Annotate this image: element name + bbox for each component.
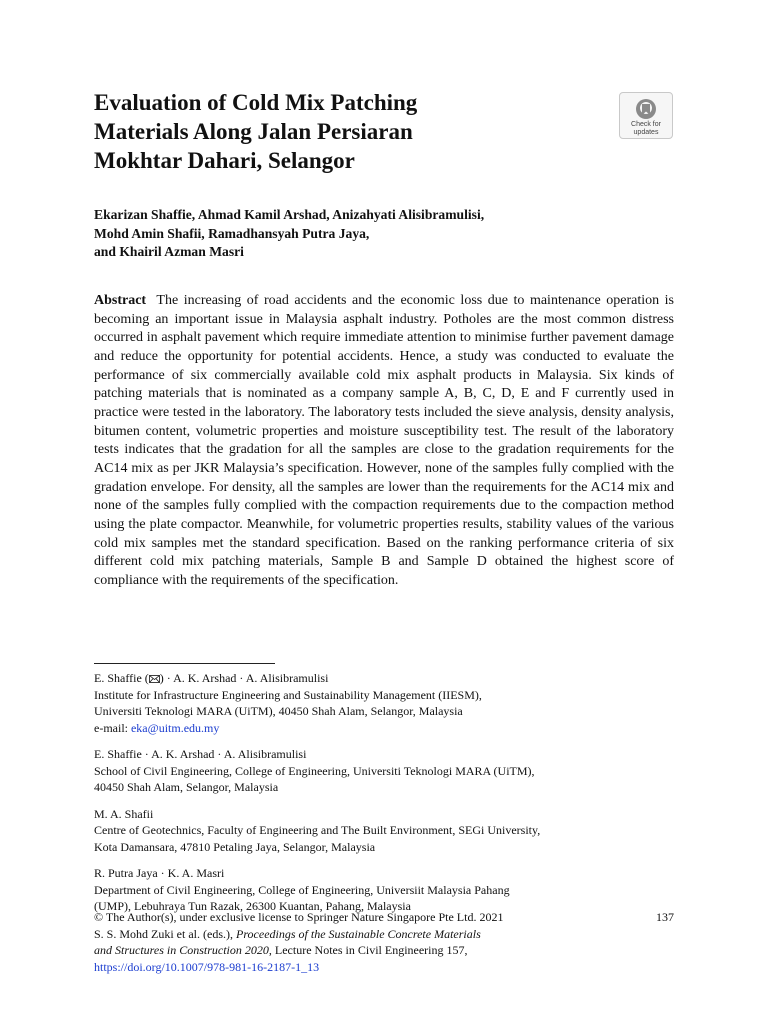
affiliation-line: School of Civil Engineering, College of Engineering, Universiti Teknologi MARA (UiTM), (94, 763, 535, 778)
abstract-label: Abstract (94, 293, 147, 308)
email-line (94, 720, 674, 737)
citation-editors: S. S. Mohd Zuki et al. (eds.), (94, 926, 236, 941)
author-line: Mohd Amin Shafii, Ramadhansyah Putra Jaya, (94, 225, 370, 241)
abstract (94, 292, 674, 591)
copyright-line: © The Author(s), under exclusive license to Springer Nature Singapore Pte Ltd. 2021 (94, 910, 504, 924)
citation-line (94, 926, 674, 943)
affiliation-line: Institute for Infrastructure Engineering and Sustainability Management (IIESM), (94, 687, 482, 702)
affiliation-line: Department of Civil Engineering, College of Engineering, Universiit Malaysia Pahang (94, 882, 510, 897)
paper-title (94, 88, 564, 175)
affiliation-names (94, 670, 674, 687)
proceedings-title-cont: and Structures in Construction 2020 (94, 943, 269, 957)
affiliation-names: E. Shaffie · A. K. Arshad · A. Alisibramulisi (94, 747, 307, 761)
email-label: e-mail: (94, 720, 131, 735)
affiliation-block (94, 746, 674, 796)
affiliation-block (94, 806, 674, 856)
series-info: , Lecture Notes in Civil Engineering 157, (268, 943, 468, 957)
affiliation-names-post: ) · A. K. Arshad · A. Alisibramulisi (159, 671, 329, 685)
citation-line (94, 942, 674, 959)
affiliation-line: Centre of Geotechnics, Faculty of Engineering and The Built Environment, SEGi University, (94, 823, 541, 837)
proceedings-title: Proceedings of the Sustainable Concrete Materials (236, 926, 481, 941)
affiliation-line: (UMP), Lebuhraya Tun Razak, 26300 Kuantan, Pahang, Malaysia (94, 899, 411, 913)
affiliation-names-pre: E. Shaffie ( (94, 671, 149, 685)
envelope-icon[interactable] (149, 675, 160, 683)
check-for-updates-button[interactable] (619, 92, 673, 139)
affiliation-block (94, 670, 674, 736)
affiliation-line: Universiti Teknologi MARA (UiTM), 40450 Shah Alam, Selangor, Malaysia (94, 704, 463, 718)
affiliation-line: Kota Damansara, 47810 Petaling Jaya, Selangor, Malaysia (94, 839, 376, 854)
badge-label-line2: updates (633, 129, 659, 136)
affiliation-names: M. A. Shafii (94, 806, 154, 821)
abstract-text: The increasing of road accidents and the economic loss due to maintenance operation is becoming an important issue in Malaysia asphalt industry. Potholes are the most common distress occurred in asphalt pavement which require immediate attention to minimise further pavement damage and reduce the opportunity for potential accidents. Hence, a study was conducted to evaluate the performance of six commercially available cold mix asphalt products in Malaysia. Six kinds of patching materials that is nominated as a company sample A, B, C, D, E and F currently used in practice were tested in the laboratory. The laboratory tests included the sieve analysis, density analysis, bitumen content, volumetric properties and moisture susceptibility test. The result of the laboratory tests indicates that the gradation for all the samples are close to the gradation requirements for the AC14 mix as per JKR Malaysia’s specification. However, none of the samples fully complied with the gradation envelope. For density, all the samples are lower than the requirements for the AC14 mix and none of the samples fully complied with the compaction requirements due to the compaction method using the plate compactor. Meanwhile, for volumetric properties results, stability values of the various cold mix samples met the standard specification. Based on the ranking performance criteria of six different cold mix patching materials, Sample B and Sample D obtained the highest score of compliance with the requirements of the specification. (94, 293, 674, 588)
title-line: Evaluation of Cold Mix Patching (94, 90, 418, 115)
author-list (94, 206, 674, 262)
email-link[interactable]: eka@uitm.edu.my (130, 720, 220, 735)
title-line: Mokhtar Dahari, Selangor (94, 148, 355, 173)
title-line: Materials Along Jalan Persiaran (94, 119, 413, 144)
affiliation-block (94, 865, 674, 915)
affiliations (94, 670, 674, 925)
author-line: Ekarizan Shaffie, Ahmad Kamil Arshad, Anizahyati Alisibramulisi, (94, 207, 485, 222)
affiliation-line: 40450 Shah Alam, Selangor, Malaysia (94, 780, 279, 794)
doi-link[interactable]: https://doi.org/10.1007/978-981-16-2187-1_13 (94, 959, 320, 974)
page-number: 137 (656, 910, 674, 924)
copyright-footer (94, 909, 674, 975)
bookmark-ribbon-icon (633, 98, 659, 120)
badge-label-line1: Check for (631, 121, 661, 128)
affiliation-names: R. Putra Jaya · K. A. Masri (94, 866, 225, 880)
footnote-divider (94, 663, 275, 664)
author-line: and Khairil Azman Masri (94, 244, 244, 259)
